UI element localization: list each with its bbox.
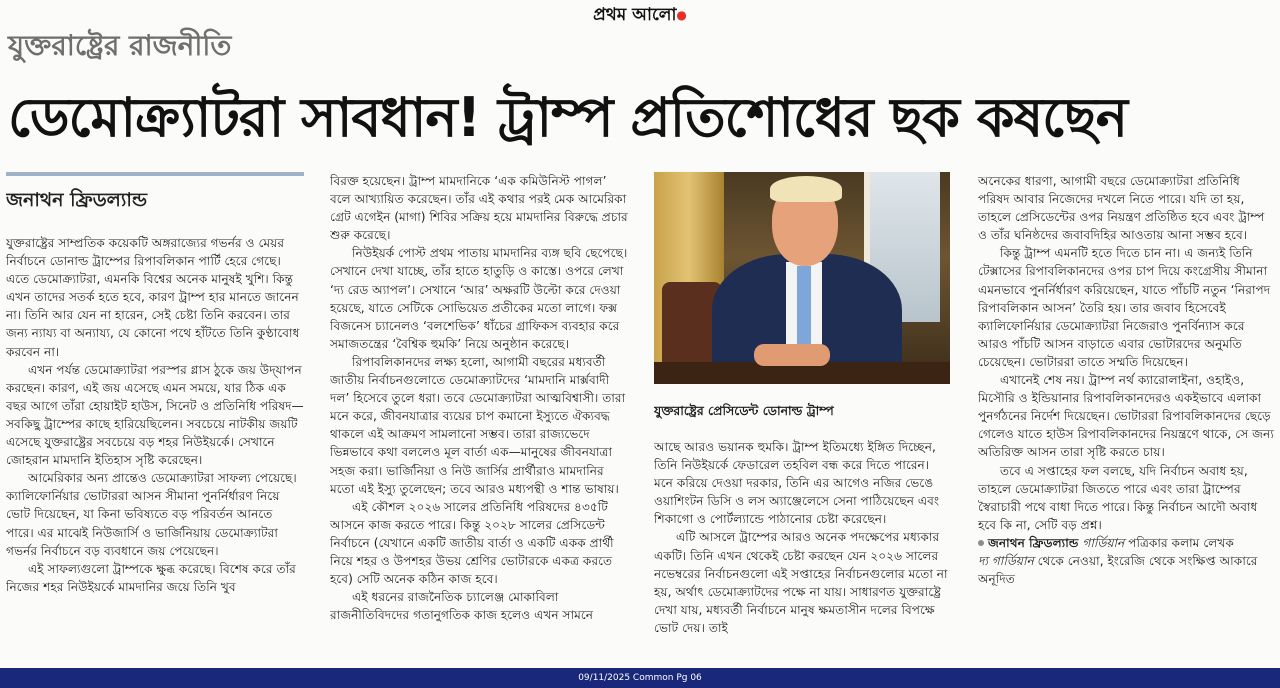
author-note-name: জনাথন ফ্রিডল্যান্ড <box>988 535 1079 550</box>
bullet-icon <box>978 540 984 546</box>
paragraph: রিপাবলিকানদের লক্ষ্য হলো, আগামী বছরের মধ্যবর্তী জাতীয় নির্বাচনগুলোতে ডেমোক্র্যাটদের ‘মামদানি মার্ক্সবাদী দল’ হিসেবে তুলে ধরা। তবে ডেমোক্র্যাটরা আত্মবিশ্বাসী। তারা মনে করে, জীবনযাত্রার ব্যয়ের চাপ কমানো ইস্যুতে ঐক্যবদ্ধ থাকলে এই আক্রমণ সামলানো সম্ভব। তারা রাজ্যভেদে ভিন্নভাবে কথা বললেও মূল বার্তা এক—মানুষের জীবনযাত্রা সহজ করা। ভার্জিনিয়া ও নিউ জার্সির প্রার্থীরাও মামদানির মতো এই ইস্যু তুলেছেন; তবে আরও মধ্যপন্থী ও শান্ত ভাষায়। <box>330 354 626 496</box>
source-note-text: থেকে নেওয়া, ইংরেজি থেকে সংক্ষিপ্ত আকারে অনূদিত <box>978 553 1258 587</box>
author-byline: জনাথন ফ্রিডল্যান্ড <box>6 189 148 211</box>
photo-caption: যুক্তরাষ্ট্রের প্রেসিডেন্ট ডোনাল্ড ট্রাম্প <box>654 403 834 418</box>
trump-photo <box>654 172 950 384</box>
paragraph: এই ধরনের রাজনৈতিক চ্যালেঞ্জ মোকাবিলা রাজনীতিবিদদের গতানুগতিক কাজ হলেও এখন সামনে <box>330 590 594 623</box>
paragraph: এটি আসলে ট্রাম্পের আরও অনেক পদক্ষেপের মধ্যকার একটি। তিনি এখন থেকেই চেষ্টা করছেন যেন ২০২৬ সালের নভেম্বরের নির্বাচনগুলো এই সপ্তাহের নির্বাচনগুলোর মতো না হয়, অর্থাৎ ডেমোক্র্যাটদের পক্ষে না যায়। সাধারণত যুক্তরাষ্ট্রে দেখা যায়, মধ্যবর্তী নির্বাচনে মানুষ ক্ষমতাসীন দলের বিপক্ষে ভোট দেয়। তাই <box>654 530 948 635</box>
paragraph: যুক্তরাষ্ট্রের সাম্প্রতিক কয়েকটি অঙ্গরাজ্যের গভর্নর ও মেয়র নির্বাচনে ডোনাল্ড ট্রাম্পের রিপাবলিকান পার্টি হেরে গেছে। এতে ডেমোক্র্যাটরা, এমনকি বিশ্বের অনেক মানুষই খুশি। কিন্তু এখন তাদের সতর্ক হতে হবে, কারণ ট্রাম্প হার মানতে জানেন না। তিনি আর যেন না হারেন, সেই চেষ্টা তিনি করবেন। তার জন্য ন্যায্য বা অন্যায্য, যে কোনো পথে হাঁটতে তিনি কুণ্ঠাবোধ করবেন না। <box>6 236 300 359</box>
author-note-paper: গার্ডিয়ান <box>1082 535 1125 550</box>
article-column-2 <box>330 172 628 624</box>
author-note <box>978 534 1274 552</box>
paragraph: এখন পর্যন্ত ডেমোক্র্যাটরা পরস্পর গ্লাস ঠুকে জয় উদ্‌যাপন করছেন। কারণ, এই জয় এসেছে এমন সময়ে, যার ঠিক এক বছর আগে তাঁরা হোয়াইট হাউস, সিনেট ও প্রতিনিধি পরিষদ—সবকিছু ট্রাম্পের কাছে হারিয়েছিলেন। সবচেয়ে নাটকীয় জয়টি এসেছে যুক্তরাষ্ট্রের সবচেয়ে বড় শহর নিউইয়র্কে। সেখানে জোহরান মামদানি ইতিহাস সৃষ্টি করেছেন। <box>6 362 304 468</box>
paragraph: আছে আরও ভয়ানক হুমকি। ট্রাম্প ইতিমধ্যে ইঙ্গিত দিচ্ছেন, তিনি নিউইয়র্কে ফেডারেল তহবিল বন্ধ করে দিতে পারেন। মনে করিয়ে দেওয়া দরকার, তিনি এর আগেও নজির ভেঙে ওয়াশিংটন ডিসি ও লস অ্যাঞ্জেলেসে সেনা পাঠিয়েছেন এবং শিকাগো ও পোর্টল্যান্ডে পাঠানোর চেষ্টা করেছেন। <box>654 440 940 527</box>
paragraph: এই কৌশল ২০২৬ সালের প্রতিনিধি পরিষদের ৪৩৫টি আসনে কাজ করতে পারে। কিন্তু ২০২৮ সালের প্রেসিডেন্ট নির্বাচনে (যেখানে একটি জাতীয় বার্তা ও একটি একক প্রার্থী নিয়ে শহর ও উপশহর উভয় শ্রেণির ভোটারকে একত্র করতে হবে) সেটি অনেক কঠিন কাজ হবে। <box>330 499 614 587</box>
paragraph: নিউইয়র্ক পোস্ট প্রথম পাতায় মামদানির ব্যঙ্গ ছবি ছেপেছে। সেখানে দেখা যাচ্ছে, তাঁর হাতে হাতুড়ি ও কাস্তে। ওপরে লেখা ‘দ্য রেড অ্যাপল’। সেখানে ‘আর’ অক্ষরটি উল্টো করে দেওয়া হয়েছে, যাতে সেটিকে সোভিয়েত প্রতীকের মতো লাগে। ফক্স বিজনেস চ্যানেলও ‘বলশেভিক’ ধাঁচের গ্রাফিকস ব্যবহার করে সমাজতন্ত্রের ‘বৈশ্বিক হুমকি’ নিয়ে অনুষ্ঠান করেছে। <box>330 246 628 351</box>
section-kicker: যুক্তরাষ্ট্রের রাজনীতি <box>8 29 232 62</box>
page-footer: 09/11/2025 Common Pg 06 <box>0 668 1280 688</box>
article-column-1 <box>6 172 304 596</box>
masthead-name: প্রথম আলো <box>593 5 677 25</box>
paragraph: বিরক্ত হয়েছেন। ট্রাম্প মামদানিকে ‘এক কমিউনিস্ট পাগল’ বলে আখ্যায়িত করেছেন। তাঁর এই কথার পরই মেক আমেরিকা গ্রেট এগেইন (মাগা) শিবির সক্রিয় হয়ে মামদানির বিরুদ্ধে প্রচার শুরু করেছে। <box>330 174 628 243</box>
page-title: ডেমোক্র্যাটরা সাবধান! ট্রাম্প প্রতিশোধের ছক কষছেন <box>8 86 1127 149</box>
source-note-paper: দ্য গার্ডিয়ান <box>978 553 1034 568</box>
paragraph: কিন্তু ট্রাম্প এমনটি হতে দিতে চান না। এ জন্যই তিনি টেক্সাসের রিপাবলিকানদের ওপর চাপ দিয়ে কংগ্রেসীয় সীমানা এমনভাবে পুনর্নির্ধারণ করিয়েছেন, যাতে পাঁচটি নতুন ‘নিরাপদ রিপাবলিকান আসন’ তৈরি হয়। তার জবাব হিসেবেই ক্যালিফোর্নিয়ার ডেমোক্র্যাটরা নিজেরাও পুনর্বিন্যাস করে আরও পাঁচটি আসন বাড়াতে এবার ভোটারদের অনুমতি চেয়েছেন। ভোটাররা তাতে সম্মতি দিয়েছেন। <box>978 246 1271 369</box>
paragraph: তবে এ সপ্তাহের ফল বলছে, যদি নির্বাচন অবাধ হয়, তাহলে ডেমোক্র্যাটরা জিততে পারে এবং তারা ট্রাম্পের স্বৈরাচারী পথে বাধা দিতে পারে। কিন্তু নির্বাচন আদৌ অবাধ হবে কি না, সেটি বড় প্রশ্ন। <box>978 463 1258 532</box>
paragraph: এখানেই শেষ নয়। ট্রাম্প নর্থ ক্যারোলাইনা, ওহাইও, মিসৌরি ও ইন্ডিয়ানার রিপাবলিকানদেরও একইভাবে এলাকা পুনর্গঠনের নির্দেশ দিয়েছেন। ভোটাররা রিপাবলিকানদের ছেড়ে গেলেও যাতে হাউস রিপাবলিকানদের নিয়ন্ত্রণে থাকে, সে জন্য অতিরিক্ত আসন তারা সৃষ্টি করতে চায়। <box>978 373 1274 460</box>
byline-divider <box>6 172 304 176</box>
article-column-4 <box>978 172 1274 588</box>
source-note <box>978 552 1274 588</box>
author-note-text: পত্রিকার কলাম লেখক <box>1128 535 1234 550</box>
paragraph: এই সাফল্যগুলো ট্রাম্পকে ক্ষুব্ধ করেছে। বিশেষ করে তাঁর নিজের শহর নিউইয়র্কে মামদানির জয়ে তিনি খুব <box>6 561 296 594</box>
paragraph: অনেকের ধারণা, আগামী বছরে ডেমোক্র্যাটরা প্রতিনিধি পরিষদ আবার নিজেদের দখলে নিতে পারে। যদি তা হয়, তাহলে প্রেসিডেন্টের ওপর নিয়ন্ত্রণ প্রতিষ্ঠিত হবে এবং ট্রাম্প ও তাঁর ঘনিষ্ঠদের জবাবদিহির আওতায় আনা সম্ভব হবে। <box>978 174 1265 243</box>
sun-icon: ● <box>676 8 687 22</box>
paragraph: আমেরিকার অন্য প্রান্তেও ডেমোক্র্যাটরা সাফল্য পেয়েছে। ক্যালিফোর্নিয়ার ভোটাররা আসন সীমানা পুনর্নির্ধারণ নিয়ে ভোট দিয়েছেন, যা কিনা ভবিষ্যতে বড় পরিবর্তন আনতে পারে। এর মাঝেই নিউজার্সি ও ভার্জিনিয়ায় ডেমোক্র্যাটরা গভর্নর নির্বাচনে বড় ব্যবধানে জয় পেয়েছেন। <box>6 471 297 558</box>
masthead-logo <box>0 4 1280 26</box>
article-column-3 <box>654 172 950 637</box>
